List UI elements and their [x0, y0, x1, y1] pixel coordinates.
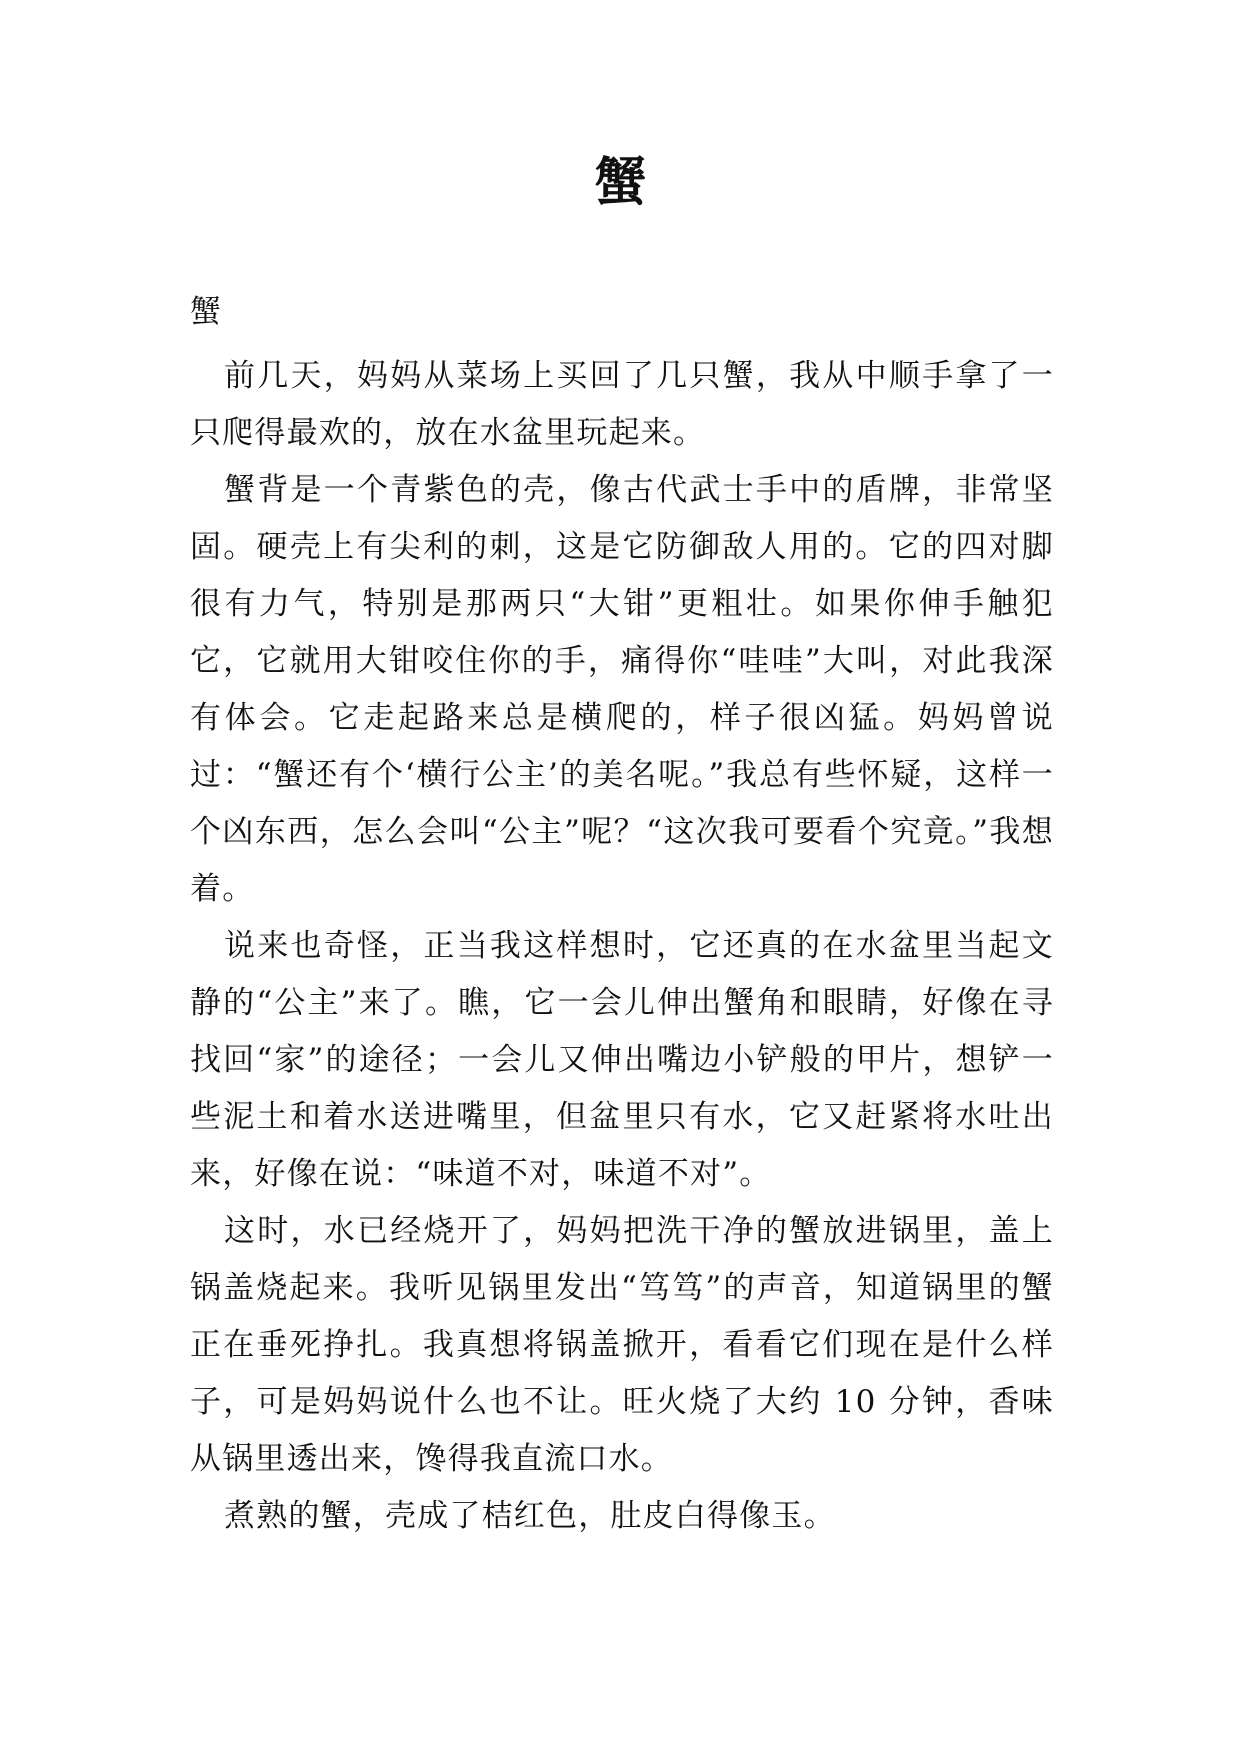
paragraph: 煮熟的蟹，壳成了桔红色，肚皮白得像玉。 [224, 1498, 836, 1534]
paragraph: 蟹背是一个青紫色的壳，像古代武士手中的盾牌，非常坚固。硬壳上有尖利的刺，这是它防御敌人用的。它的四对脚很有力气，特别是那两只“大钳”更粗壮。如果你伸手触犯它，它就用大钳咬住你的手，痛得你“哇哇”大叫，对此我深有体会。它走起路来总是横爬的，样子很凶猛。妈妈曾说过：“蟹还有个‘横行公主’的美名呢。”我总有些怀疑，这样一个凶东西，怎么会叫“公主”呢？“这次我可要看个究竟。”我想着。 [190, 472, 1054, 907]
document-body [190, 348, 1054, 1545]
paragraph: 这时，水已经烧开了，妈妈把洗干净的蟹放进锅里，盖上锅盖烧起来。我听见锅里发出“笃笃”的声音，知道锅里的蟹正在垂死挣扎。我真想将锅盖掀开，看看它们现在是什么样子，可是妈妈说什么也不让。旺火烧了大约 10 分钟，香味从锅里透出来，馋得我直流口水。 [190, 1213, 1054, 1477]
paragraph: 前几天，妈妈从菜场上买回了几只蟹，我从中顺手拿了一只爬得最欢的，放在水盆里玩起来。 [190, 358, 1054, 451]
paragraph: 说来也奇怪，正当我这样想时，它还真的在水盆里当起文静的“公主”来了。瞧，它一会儿伸出蟹角和眼睛，好像在寻找回“家”的途径；一会儿又伸出嘴边小铲般的甲片，想铲一些泥土和着水送进嘴里，但盆里只有水，它又赶紧将水吐出来，好像在说：“味道不对，味道不对”。 [190, 928, 1054, 1192]
document-title: 蟹 [594, 152, 647, 213]
document-subtitle: 蟹 [190, 294, 221, 330]
